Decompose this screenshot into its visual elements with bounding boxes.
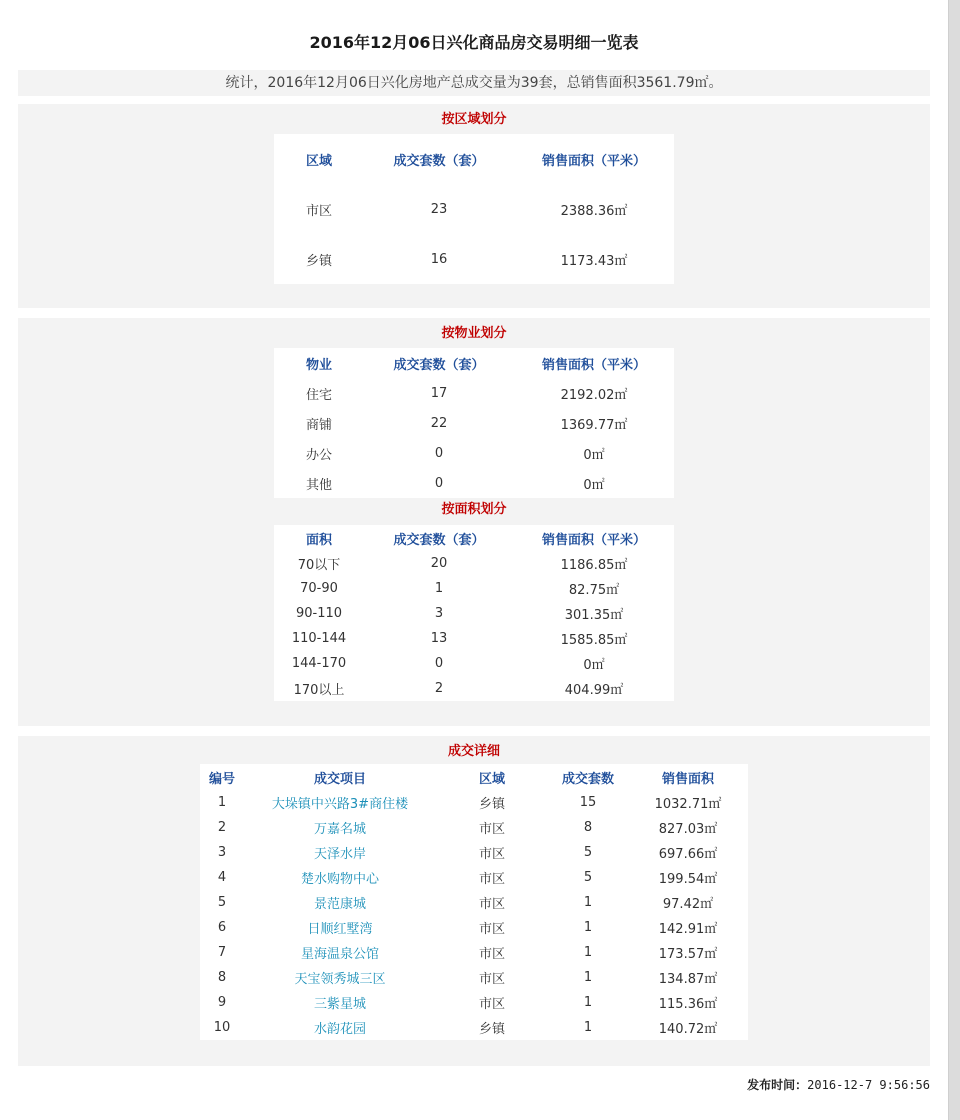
table-row — [274, 408, 674, 438]
detail-size-cell: 827.03㎡ — [658, 822, 718, 837]
detail-size-cell: 199.54㎡ — [658, 872, 718, 887]
region-size-cell: 1173.43㎡ — [560, 253, 628, 269]
project-link[interactable]: 天泽水岸 — [313, 847, 366, 862]
area-range-cell: 110-144 — [291, 631, 347, 646]
publish-time-label: 发布时间： — [747, 1078, 808, 1092]
detail-region-cell: 市区 — [478, 922, 505, 937]
detail-header-number: 编号 — [208, 771, 235, 787]
vertical-scrollbar[interactable] — [948, 0, 960, 1120]
table-row — [274, 438, 674, 468]
area-count-cell: 0 — [434, 656, 444, 671]
detail-table — [200, 764, 748, 1040]
area-range-cell: 70以下 — [297, 558, 341, 573]
region-table — [274, 134, 674, 284]
region-section-title: 按区域划分 — [441, 112, 507, 127]
project-link[interactable]: 景范康城 — [313, 897, 366, 912]
detail-table-box — [200, 764, 748, 1040]
table-row — [200, 790, 748, 815]
region-header-row — [274, 134, 674, 184]
detail-size-cell: 697.66㎡ — [658, 847, 718, 862]
property-size-cell: 0㎡ — [583, 477, 605, 493]
region-size-cell: 2388.36㎡ — [560, 203, 628, 219]
detail-region-cell: 乡镇 — [478, 797, 505, 812]
property-header-count: 成交套数（套） — [393, 357, 485, 373]
area-range-cell: 144-170 — [291, 656, 347, 671]
table-row — [200, 890, 748, 915]
property-count-cell: 17 — [430, 385, 448, 401]
property-size-cell: 0㎡ — [583, 447, 605, 463]
region-header-count: 成交套数（套） — [393, 153, 485, 169]
detail-number-cell: 3 — [217, 845, 227, 860]
detail-region-cell: 市区 — [478, 972, 505, 987]
summary-text: 统计，2016年12月06日兴化房地产总成交量为39套，总销售面积3561.79㎡。 — [18, 70, 930, 96]
area-size-cell: 404.99㎡ — [564, 683, 624, 698]
project-link[interactable]: 三紫星城 — [313, 997, 366, 1012]
area-size-cell: 82.75㎡ — [568, 583, 620, 598]
area-range-cell: 170以上 — [293, 683, 345, 698]
detail-number-cell: 9 — [217, 995, 227, 1010]
detail-count-cell: 1 — [583, 970, 593, 985]
area-count-cell: 1 — [434, 581, 444, 596]
detail-number-cell: 7 — [217, 945, 227, 960]
table-row — [274, 184, 674, 234]
property-area-panel — [18, 318, 930, 726]
publish-time-value: 2016-12-7 9:56:56 — [807, 1078, 930, 1092]
area-header-count: 成交套数（套） — [393, 532, 485, 548]
property-header-type: 物业 — [305, 357, 332, 373]
table-row — [200, 915, 748, 940]
area-table-box — [274, 525, 674, 701]
property-count-cell: 0 — [434, 445, 444, 461]
table-row — [200, 865, 748, 890]
table-row — [200, 815, 748, 840]
project-link[interactable]: 天宝领秀城三区 — [294, 972, 386, 987]
table-row — [274, 626, 674, 651]
property-count-cell: 0 — [434, 475, 444, 491]
area-count-cell: 3 — [434, 606, 444, 621]
detail-region-cell: 乡镇 — [478, 1022, 505, 1037]
detail-size-cell: 142.91㎡ — [658, 922, 718, 937]
detail-number-cell: 10 — [213, 1020, 231, 1035]
detail-size-cell: 1032.71㎡ — [654, 797, 722, 812]
detail-number-cell: 5 — [217, 895, 227, 910]
area-section-title: 按面积划分 — [441, 502, 507, 517]
detail-size-cell: 97.42㎡ — [662, 897, 714, 912]
property-size-cell: 1369.77㎡ — [560, 417, 628, 433]
detail-count-cell: 5 — [583, 870, 593, 885]
region-cell: 乡镇 — [305, 253, 332, 269]
region-panel — [18, 104, 930, 308]
detail-region-cell: 市区 — [478, 997, 505, 1012]
detail-size-cell: 173.57㎡ — [658, 947, 718, 962]
table-row — [274, 676, 674, 701]
publish-time — [747, 1076, 930, 1093]
detail-count-cell: 8 — [583, 820, 593, 835]
property-header-row — [274, 348, 674, 378]
detail-section-title: 成交详细 — [447, 744, 500, 759]
property-type-cell: 办公 — [305, 447, 332, 463]
detail-header-size: 销售面积 — [661, 771, 714, 787]
property-type-cell: 其他 — [305, 477, 332, 493]
region-table-box — [274, 134, 674, 284]
detail-header-count: 成交套数 — [561, 771, 614, 787]
detail-count-cell: 1 — [583, 895, 593, 910]
detail-region-cell: 市区 — [478, 822, 505, 837]
area-range-cell: 70-90 — [300, 581, 338, 596]
table-row — [200, 1015, 748, 1040]
detail-count-cell: 5 — [583, 845, 593, 860]
detail-header-row — [200, 764, 748, 790]
region-cell: 市区 — [305, 203, 332, 219]
detail-size-cell: 140.72㎡ — [658, 1022, 718, 1037]
property-type-cell: 商铺 — [305, 417, 332, 433]
project-link[interactable]: 星海温泉公馆 — [300, 947, 379, 962]
table-row — [200, 940, 748, 965]
project-link[interactable]: 日顺红墅湾 — [307, 922, 373, 937]
property-table-box — [274, 348, 674, 498]
detail-count-cell: 1 — [583, 1020, 593, 1035]
table-row — [200, 990, 748, 1015]
detail-region-cell: 市区 — [478, 847, 505, 862]
detail-number-cell: 6 — [217, 920, 227, 935]
property-section-title: 按物业划分 — [441, 326, 507, 341]
table-row — [274, 651, 674, 676]
table-row — [274, 601, 674, 626]
detail-count-cell: 1 — [583, 920, 593, 935]
table-row — [200, 965, 748, 990]
table-row — [274, 378, 674, 408]
region-header-size: 销售面积（平米） — [541, 153, 646, 169]
detail-region-cell: 市区 — [478, 947, 505, 962]
project-link[interactable]: 大垛镇中兴路3#商住楼 — [271, 797, 409, 812]
area-header-range: 面积 — [305, 532, 332, 548]
detail-header-region: 区域 — [478, 771, 505, 787]
area-header-row — [274, 525, 674, 551]
area-size-cell: 1186.85㎡ — [560, 558, 628, 573]
region-header-area: 区域 — [305, 153, 332, 169]
area-range-cell: 90-110 — [295, 606, 343, 621]
area-table — [274, 525, 674, 701]
region-count-cell: 23 — [430, 201, 448, 217]
detail-header-project: 成交项目 — [313, 771, 366, 787]
detail-region-cell: 市区 — [478, 872, 505, 887]
detail-size-cell: 115.36㎡ — [658, 997, 718, 1012]
property-size-cell: 2192.02㎡ — [560, 387, 628, 403]
table-row — [274, 576, 674, 601]
detail-number-cell: 4 — [217, 870, 227, 885]
area-count-cell: 20 — [430, 556, 448, 571]
detail-count-cell: 1 — [583, 945, 593, 960]
table-row — [274, 551, 674, 576]
area-count-cell: 13 — [430, 631, 448, 646]
detail-number-cell: 1 — [217, 795, 227, 810]
property-count-cell: 22 — [430, 415, 448, 431]
property-type-cell: 住宅 — [305, 387, 332, 403]
property-header-size: 销售面积（平米） — [541, 357, 646, 373]
page-title: 2016年12月06日兴化商品房交易明细一览表 — [309, 33, 639, 52]
area-size-cell: 301.35㎡ — [564, 608, 624, 623]
project-link[interactable]: 万嘉名城 — [313, 822, 366, 837]
area-size-cell: 0㎡ — [583, 658, 605, 673]
project-link[interactable]: 水韵花园 — [313, 1022, 366, 1037]
area-size-cell: 1585.85㎡ — [560, 633, 628, 648]
detail-count-cell: 1 — [583, 995, 593, 1010]
property-table — [274, 348, 674, 498]
region-count-cell: 16 — [430, 251, 448, 267]
project-link[interactable]: 楚水购物中心 — [300, 872, 379, 887]
table-row — [274, 234, 674, 284]
detail-panel — [18, 736, 930, 1066]
area-count-cell: 2 — [434, 681, 444, 696]
detail-number-cell: 8 — [217, 970, 227, 985]
detail-region-cell: 市区 — [478, 897, 505, 912]
table-row — [274, 468, 674, 498]
table-row — [200, 840, 748, 865]
area-header-size: 销售面积（平米） — [541, 532, 646, 548]
detail-number-cell: 2 — [217, 820, 227, 835]
detail-count-cell: 15 — [579, 795, 597, 810]
detail-size-cell: 134.87㎡ — [658, 972, 718, 987]
